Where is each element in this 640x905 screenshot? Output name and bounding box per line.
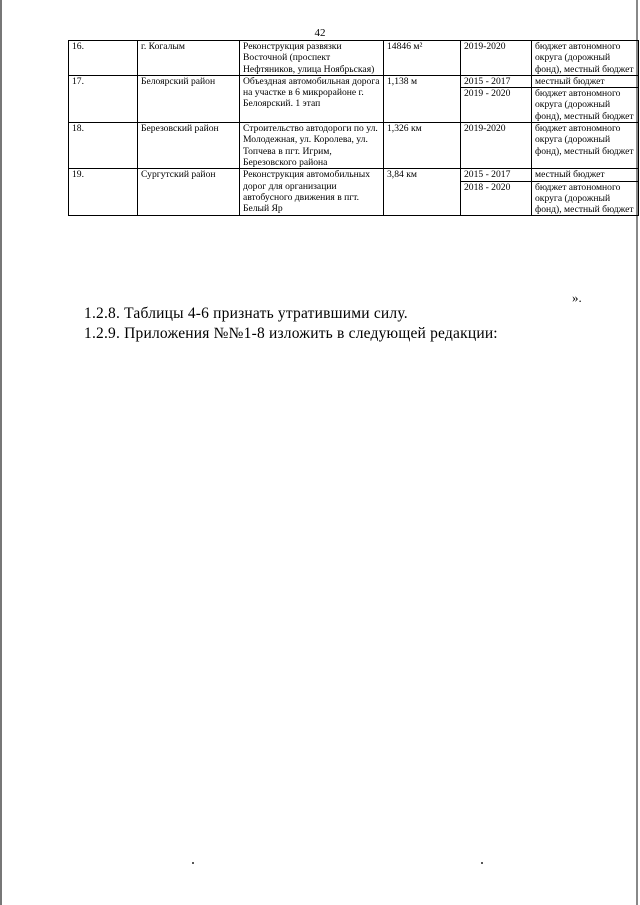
scan-dot [481, 862, 483, 864]
row-object: Строительство автодороги по ул. Молодежная, ул. Королева, ул. Топчева в пгт. Игрим, Березовского района [240, 123, 384, 169]
row-funding-source: бюджет автономного округа (дорожный фонд), местный бюджет [532, 88, 639, 123]
row-capacity: 14846 м² [384, 41, 461, 76]
row-period: 2015 - 2017 [461, 169, 532, 181]
row-capacity: 1,326 км [384, 123, 461, 169]
row-number: 18. [69, 123, 138, 169]
closing-quote: ». [572, 290, 582, 305]
page-number: 42 [314, 27, 326, 39]
row-object: Объездная автомобильная дорога на участке в 6 микрорайоне г. Белоярский. 1 этап [240, 75, 384, 122]
table-row [69, 75, 639, 87]
table-body [69, 41, 639, 216]
paragraph-1-2-8: 1.2.8. Таблицы 4-6 признать утратившими силу. [84, 305, 408, 322]
row-period: 2019-2020 [461, 41, 532, 76]
row-period: 2018 - 2020 [461, 181, 532, 216]
row-object: Реконструкция автомобильных дорог для организации автобусного движения в пгт. Белый Яр [240, 169, 384, 216]
table-row [69, 123, 639, 169]
scan-left-edge [0, 0, 2, 905]
row-funding-source: бюджет автономного округа (дорожный фонд), местный бюджет [532, 181, 639, 216]
row-number: 19. [69, 169, 138, 216]
row-number: 16. [69, 41, 138, 76]
table-row [69, 169, 639, 181]
scan-dot [192, 862, 194, 864]
row-period: 2015 - 2017 [461, 75, 532, 87]
row-territory: г. Когалым [138, 41, 240, 76]
row-funding-source: местный бюджет [532, 75, 639, 87]
paragraph-1-2-9: 1.2.9. Приложения №№1-8 изложить в следующей редакции: [84, 325, 498, 342]
row-capacity: 1,138 м [384, 75, 461, 122]
road-objects-table [68, 40, 639, 216]
row-territory: Сургутский район [138, 169, 240, 216]
row-funding-source: бюджет автономного округа (дорожный фонд), местный бюджет [532, 41, 639, 76]
row-capacity: 3,84 км [384, 169, 461, 216]
row-territory: Белоярский район [138, 75, 240, 122]
row-funding-source: местный бюджет [532, 169, 639, 181]
row-period: 2019 - 2020 [461, 88, 532, 123]
row-period: 2019-2020 [461, 123, 532, 169]
table-row [69, 41, 639, 76]
row-territory: Березовский район [138, 123, 240, 169]
row-object: Реконструкция развязки Восточной (проспект Нефтяников, улица Ноябрьская) [240, 41, 384, 76]
row-number: 17. [69, 75, 138, 122]
row-funding-source: бюджет автономного округа (дорожный фонд), местный бюджет [532, 123, 639, 169]
